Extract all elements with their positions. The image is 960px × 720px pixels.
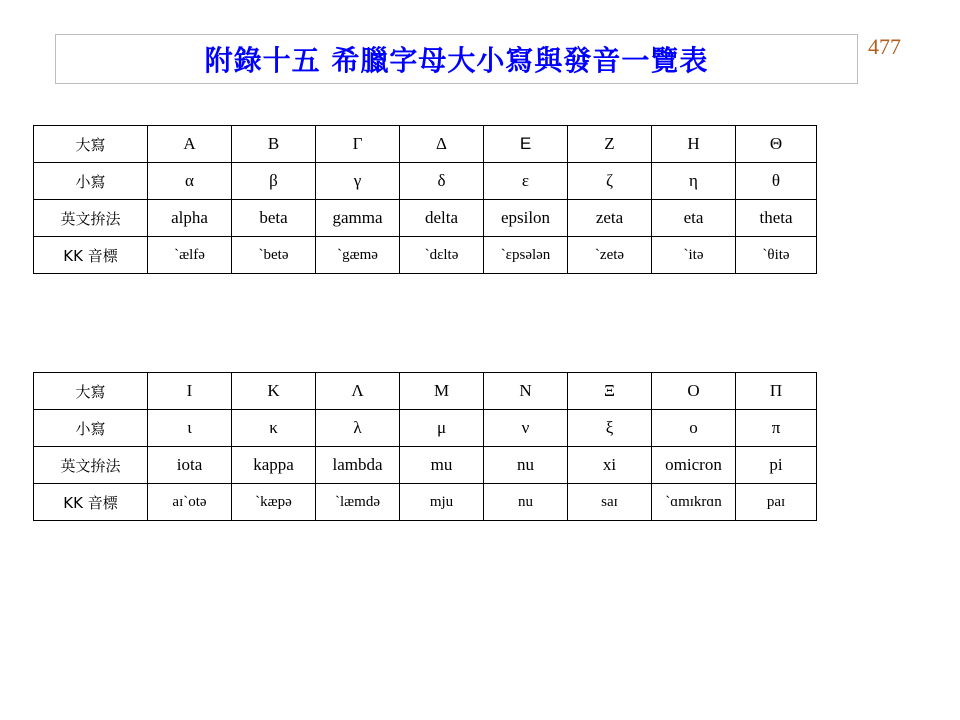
title-box — [55, 34, 858, 84]
table-cell: Ν — [484, 373, 568, 410]
table-cell: `kæpə — [232, 484, 316, 521]
table-cell: delta — [400, 200, 484, 237]
table-1-body — [34, 126, 817, 274]
table-cell: `gæmə — [316, 237, 400, 274]
table-cell: Γ — [316, 126, 400, 163]
page-title: 附錄十五 希臘字母大小寫與發音一覽表 — [204, 44, 709, 77]
table-cell: δ — [400, 163, 484, 200]
table-cell: θ — [736, 163, 817, 200]
table-cell: theta — [736, 200, 817, 237]
table-cell: beta — [232, 200, 316, 237]
table-cell: ξ — [568, 410, 652, 447]
table-cell: `itə — [652, 237, 736, 274]
table-cell: η — [652, 163, 736, 200]
table-cell: `dɛltə — [400, 237, 484, 274]
table-cell: γ — [316, 163, 400, 200]
table-cell: π — [736, 410, 817, 447]
row-label: 英文拚法 — [34, 200, 148, 237]
table-cell: μ — [400, 410, 484, 447]
table-cell: ο — [652, 410, 736, 447]
table-cell: β — [232, 163, 316, 200]
table-cell: nu — [484, 484, 568, 521]
row-label: 英文拚法 — [34, 447, 148, 484]
table-cell: Ε — [484, 126, 568, 163]
lowercase-row — [34, 410, 817, 447]
row-label: 小寫 — [34, 163, 148, 200]
table-cell: kappa — [232, 447, 316, 484]
table-cell: alpha — [148, 200, 232, 237]
table-cell: Ζ — [568, 126, 652, 163]
table-cell: paɪ — [736, 484, 817, 521]
uppercase-row — [34, 126, 817, 163]
lowercase-row — [34, 163, 817, 200]
page-number: 477 — [868, 34, 901, 59]
table-cell: `betə — [232, 237, 316, 274]
table-cell: Λ — [316, 373, 400, 410]
table-cell: Ο — [652, 373, 736, 410]
table-cell: Α — [148, 126, 232, 163]
table-cell: α — [148, 163, 232, 200]
table-cell: Μ — [400, 373, 484, 410]
table-cell: Ξ — [568, 373, 652, 410]
table-cell: saɪ — [568, 484, 652, 521]
table-cell: ν — [484, 410, 568, 447]
table-cell: nu — [484, 447, 568, 484]
table-cell: λ — [316, 410, 400, 447]
table-cell: omicron — [652, 447, 736, 484]
greek-alphabet-table-1 — [33, 125, 817, 274]
table-cell: gamma — [316, 200, 400, 237]
greek-alphabet-table-2 — [33, 372, 817, 521]
table-2-body — [34, 373, 817, 521]
table-cell: ζ — [568, 163, 652, 200]
table-cell: Η — [652, 126, 736, 163]
table-cell: mu — [400, 447, 484, 484]
table-cell: `θitə — [736, 237, 817, 274]
table-cell: ε — [484, 163, 568, 200]
table-cell: `ɑmɪkrɑn — [652, 484, 736, 521]
table-cell: `ælfə — [148, 237, 232, 274]
table-cell: `ɛpsələn — [484, 237, 568, 274]
table-cell: Θ — [736, 126, 817, 163]
table-cell: Δ — [400, 126, 484, 163]
table-cell: Ι — [148, 373, 232, 410]
kk-phonetic-row — [34, 484, 817, 521]
table-cell: Π — [736, 373, 817, 410]
row-label: 大寫 — [34, 126, 148, 163]
table-cell: eta — [652, 200, 736, 237]
table-cell: aɪ`otə — [148, 484, 232, 521]
table-cell: pi — [736, 447, 817, 484]
table-cell: mju — [400, 484, 484, 521]
table-cell: Κ — [232, 373, 316, 410]
uppercase-row — [34, 373, 817, 410]
table-cell: iota — [148, 447, 232, 484]
table-cell: zeta — [568, 200, 652, 237]
row-label: 大寫 — [34, 373, 148, 410]
english-spelling-row — [34, 200, 817, 237]
kk-phonetic-row — [34, 237, 817, 274]
table-cell: `zetə — [568, 237, 652, 274]
row-label: KK 音標 — [34, 484, 148, 521]
row-label: 小寫 — [34, 410, 148, 447]
table-cell: κ — [232, 410, 316, 447]
row-label: KK 音標 — [34, 237, 148, 274]
table-cell: epsilon — [484, 200, 568, 237]
table-cell: Β — [232, 126, 316, 163]
table-cell: `læmdə — [316, 484, 400, 521]
table-cell: lambda — [316, 447, 400, 484]
table-cell: ι — [148, 410, 232, 447]
english-spelling-row — [34, 447, 817, 484]
table-cell: xi — [568, 447, 652, 484]
